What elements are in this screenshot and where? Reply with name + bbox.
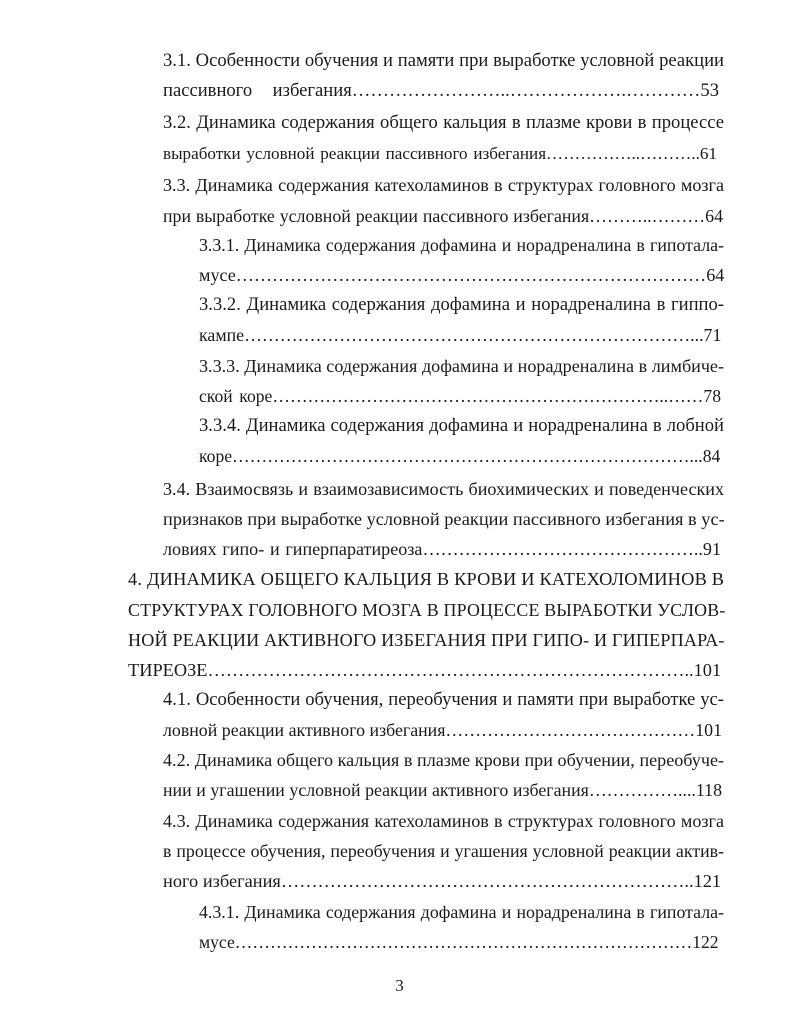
toc-3-1-line1: 3.1. Особенности обучения и памяти при выработке условной реакции — [163, 50, 724, 71]
toc-4-1-line2: ловной реакции активного избегания……………………………………101 — [163, 720, 722, 740]
toc-3-4-line2: признаков при выработке условной реакции пассивного избегания в ус- — [163, 509, 725, 529]
toc-4-3-line2: в процессе обучения, переобучения и угашения условной реакции актив- — [163, 841, 724, 861]
toc-3-3-3-line2: ской коре…………………………………………………………..……78 — [199, 386, 721, 406]
toc-3-3-line2: при выработке условной реакции пассивного избегания………..………64 — [163, 206, 723, 226]
toc-3-3-2-line1: 3.3.2. Динамика содержания дофамина и норадреналина в гиппо- — [199, 294, 724, 315]
toc-4-3-line3: ного избегания…………………………………………………………..121 — [163, 871, 722, 891]
toc-4-2-line1: 4.2. Динамика общего кальция в плазме крови при обучении, переобуче- — [163, 750, 724, 770]
toc-3-3-4-line2: коре……………………………………………………………………...84 — [199, 446, 721, 466]
toc-4-3-line1: 4.3. Динамика содержания катехоламинов в структурах головного мозга — [163, 811, 724, 831]
toc-chapter-4-line3: НОЙ РЕАКЦИИ АКТИВНОГО ИЗБЕГАНИЯ ПРИ ГИПО- И ГИПЕРПАРА- — [128, 630, 725, 650]
toc-3-1-line2: пассивного избегания……………………..……………….…………53 — [163, 80, 719, 101]
toc-3-3-line1: 3.3. Динамика содержания катехоламинов в структурах головного мозга — [163, 175, 724, 195]
toc-chapter-4-line2: СТРУКТУРАХ ГОЛОВНОГО МОЗГА В ПРОЦЕССЕ ВЫРАБОТКИ УСЛОВ- — [128, 600, 726, 620]
toc-3-4-line1: 3.4. Взаимосвязь и взаимозависимость биохимических и поведенческих — [163, 479, 724, 499]
toc-4-2-line2: нии и угашении условной реакции активного избегания……………....118 — [163, 780, 722, 800]
page-number: 3 — [395, 976, 404, 995]
toc-4-1-line1: 4.1. Особенности обучения, переобучения и памяти при выработке ус- — [163, 689, 724, 710]
toc-4-3-1-line1: 4.3.1. Динамика содержания дофамина и норадреналина в гипотала- — [199, 902, 724, 922]
toc-3-4-line3: ловиях гипо- и гиперпаратиреоза………………………………………..91 — [163, 539, 721, 559]
toc-chapter-4-line4: ТИРЕОЗЕ……………………………………………………………………..101 — [128, 660, 722, 680]
toc-3-2-line2: выработки условной реакции пассивного избегания……………..………..61 — [163, 144, 717, 163]
toc-3-3-3-line1: 3.3.3. Динамика содержания дофамина и норадреналина в лимбиче- — [199, 356, 724, 376]
toc-3-3-2-line2: кампе…………………………………………………………………...71 — [199, 325, 722, 345]
toc-3-3-1-line1: 3.3.1. Динамика содержания дофамина и норадреналина в гипотала- — [199, 235, 724, 255]
toc-3-3-1-line2: мусе……………………………………………………………………64 — [199, 265, 725, 285]
toc-3-3-4-line1: 3.3.4. Динамика содержания дофамина и норадреналина в лобной — [199, 415, 724, 436]
toc-chapter-4-line1: 4. ДИНАМИКА ОБЩЕГО КАЛЬЦИЯ В КРОВИ И КАТЕХОЛОМИНОВ В — [128, 569, 725, 589]
toc-3-2-line1: 3.2. Динамика содержания общего кальция в плазме крови в процессе — [163, 112, 724, 133]
toc-4-3-1-line2: мусе……………………………………………………………………122 — [199, 932, 719, 952]
